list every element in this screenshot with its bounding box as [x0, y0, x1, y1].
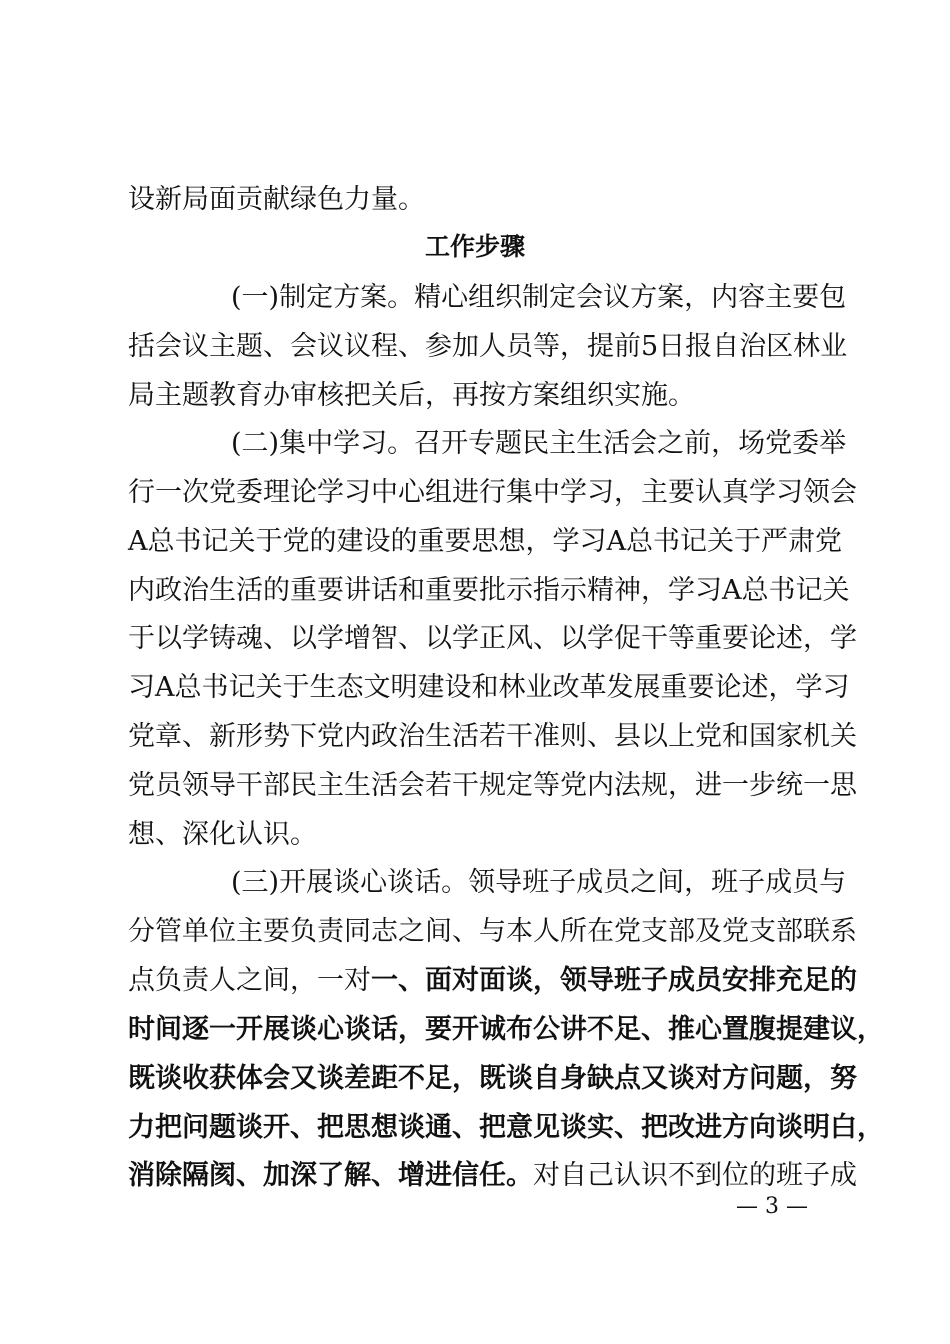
- section3-line: [128, 1159, 857, 1193]
- section3-line3-bold: 一、面对面谈，领导班子成员安排充足的: [371, 965, 857, 996]
- section3-bold-line: 力把问题谈开、把思想谈通、把意见谈实、把改进方向谈明白，: [128, 1112, 884, 1143]
- section2-line: 内政治生活的重要讲话和重要批示指示精神，学习A总书记关: [128, 575, 850, 606]
- section2-line: 党员领导干部民主生活会若干规定等党内法规，进一步统一思: [128, 770, 857, 801]
- section2-line: 习A总书记关于生态文明建设和林业改革发展重要论述，学习: [128, 672, 850, 703]
- section3-bold-line: 时间逐一开展谈心谈话，要开诚布公讲不足、推心置腹提建议，: [128, 1014, 884, 1045]
- section-heading: 工作步骤: [424, 232, 525, 261]
- lead-line: 设新局面贡献绿色力量。: [128, 184, 425, 215]
- section3-line: [128, 964, 857, 998]
- section2-line: 党章、新形势下党内政治生活若干准则、县以上党和国家机关: [128, 721, 857, 752]
- section1-line: (一)制定方案。精心组织制定会议方案，内容主要包: [231, 282, 847, 313]
- section1-line: 局主题教育办审核把关后，再按方案组织实施。: [128, 380, 695, 411]
- section3-line: 分管单位主要负责同志之间、与本人所在党支部及党支部联系: [128, 916, 857, 947]
- section2-line: A总书记关于党的建设的重要思想，学习A总书记关于严肃党: [128, 526, 842, 557]
- section2-line: 于以学铸魂、以学增智、以学正风、以学促干等重要论述，学: [128, 623, 857, 654]
- section3-line7-normal: 对自己认识不到位的班子成: [533, 1160, 857, 1191]
- section2-line: 想、深化认识。: [128, 819, 317, 850]
- section2-line: (二)集中学习。召开专题民主生活会之前，场党委举: [231, 428, 847, 459]
- section2-line: 行一次党委理论学习中心组进行集中学习，主要认真学习领会: [128, 477, 857, 508]
- section3-line: (三)开展谈心谈话。领导班子成员之间，班子成员与: [231, 867, 847, 898]
- page-number: — 3 —: [736, 1194, 808, 1219]
- section3-line3-normal: 点负责人之间，一对: [128, 965, 371, 996]
- section1-line: 括会议主题、会议议程、参加人员等，提前5日报自治区林业: [128, 331, 848, 362]
- section3-line7-bold: 消除隔阂、加深了解、增进信任。: [128, 1160, 533, 1191]
- section3-bold-line: 既谈收获体会又谈差距不足，既谈自身缺点又谈对方问题，努: [128, 1063, 857, 1094]
